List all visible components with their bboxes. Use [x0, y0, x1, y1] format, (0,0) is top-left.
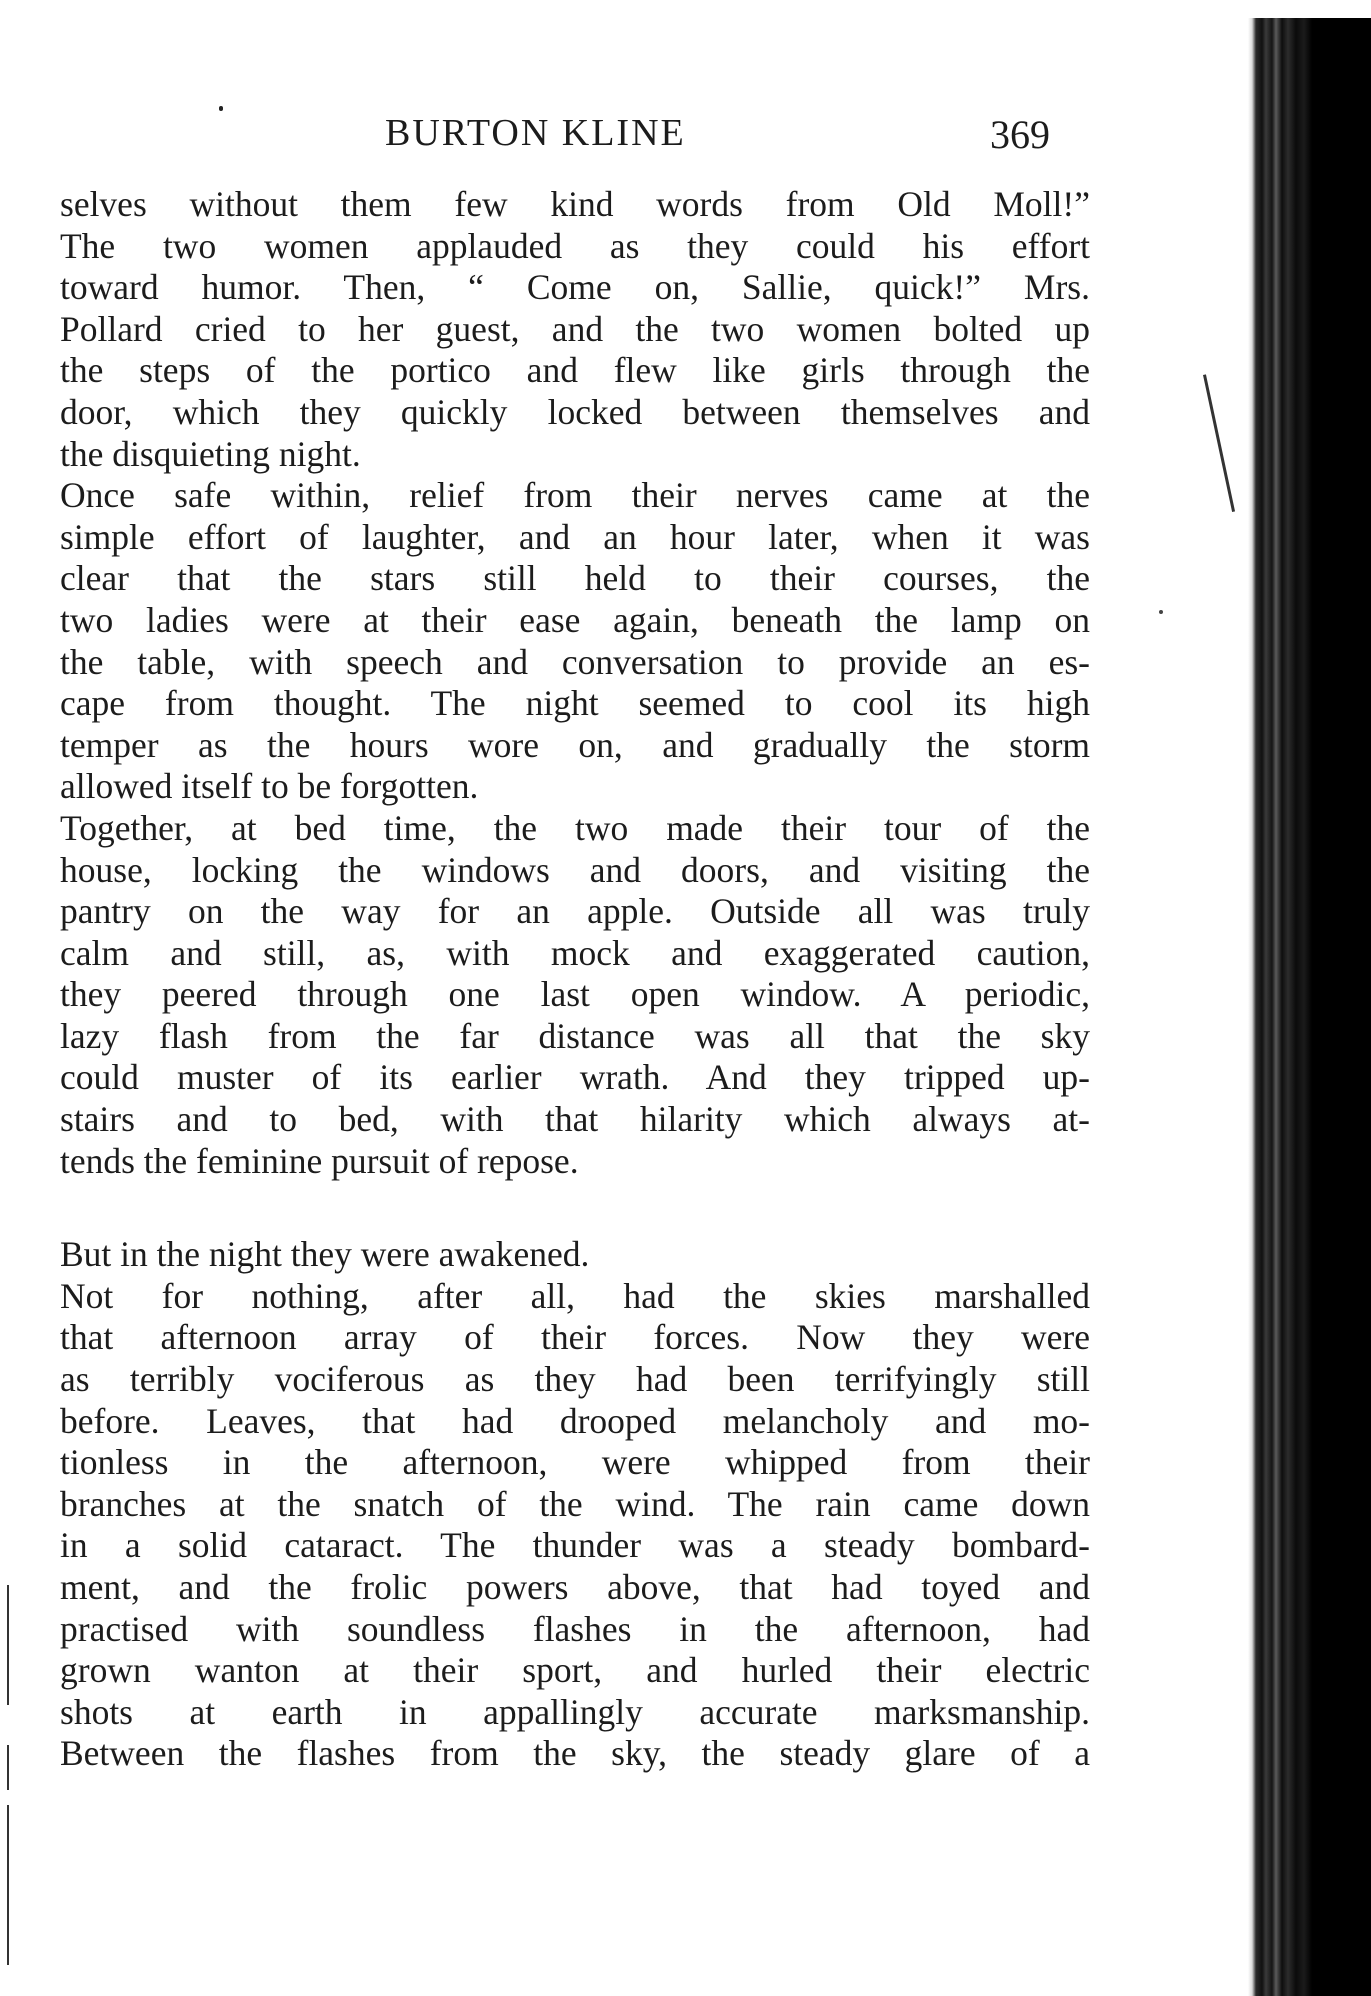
text-line: before. Leaves, that had drooped melancholy and mo-	[60, 1400, 1090, 1441]
text-line: grown wanton at their sport, and hurled their electric	[60, 1650, 1090, 1691]
text-line: selves without them few kind words from Old Moll!”	[60, 184, 1090, 224]
margin-scan-line	[7, 1805, 9, 1965]
text-line: practised with soundless flashes in the afternoon, had	[60, 1608, 1090, 1649]
text-line: the disquieting night.	[60, 433, 361, 474]
text-line: Between the flashes from the sky, the steady glare of a	[60, 1733, 1090, 1774]
text-line: Pollard cried to her guest, and the two women bolted up	[60, 308, 1090, 349]
ink-speck	[1159, 610, 1163, 614]
text-line: that afternoon array of their forces. Now they were	[60, 1317, 1090, 1358]
text-line: Once safe within, relief from their nerves came at the	[60, 475, 1090, 516]
text-line: lazy flash from the far distance was all that the sky	[60, 1015, 1090, 1056]
page-number: 369	[990, 112, 1050, 157]
binding-shadow-streak	[1203, 374, 1235, 512]
text-line: pantry on the way for an apple. Outside all was truly	[60, 891, 1090, 932]
text-line: door, which they quickly locked between themselves and	[60, 391, 1090, 432]
text-line: could muster of its earlier wrath. And they tripped up-	[60, 1057, 1090, 1098]
text-line: Together, at bed time, the two made their tour of the	[60, 807, 1090, 848]
section-break	[60, 1182, 1090, 1234]
text-line: simple effort of laughter, and an hour later, when it was	[60, 516, 1090, 557]
text-line: the steps of the portico and flew like girls through the	[60, 350, 1090, 391]
running-head	[0, 108, 1371, 158]
text-line: temper as the hours wore on, and gradually the storm	[60, 724, 1090, 765]
body-text	[60, 184, 1090, 1775]
text-line: allowed itself to be forgotten.	[60, 766, 479, 807]
text-line: branches at the snatch of the wind. The rain came down	[60, 1483, 1090, 1524]
text-line: Not for nothing, after all, had the skies marshalled	[60, 1275, 1090, 1316]
text-line: But in the night they were awakened.	[60, 1234, 590, 1275]
text-line: tionless in the afternoon, were whipped from their	[60, 1442, 1090, 1483]
text-line: clear that the stars still held to their courses, the	[60, 558, 1090, 599]
margin-scan-line	[7, 1745, 9, 1790]
text-line: they peered through one last open window. A periodic,	[60, 974, 1090, 1015]
text-line: shots at earth in appallingly accurate marksmanship.	[60, 1691, 1090, 1732]
text-line: in a solid cataract. The thunder was a steady bombard-	[60, 1525, 1090, 1566]
margin-scan-line	[7, 1585, 9, 1705]
text-line: tends the feminine pursuit of repose.	[60, 1140, 579, 1181]
text-line: calm and still, as, with mock and exaggerated caution,	[60, 932, 1090, 973]
text-line: two ladies were at their ease again, beneath the lamp on	[60, 599, 1090, 640]
text-line: stairs and to bed, with that hilarity which always at-	[60, 1099, 1090, 1140]
text-line: cape from thought. The night seemed to cool its high	[60, 683, 1090, 724]
text-line: as terribly vociferous as they had been terrifyingly still	[60, 1359, 1090, 1400]
text-line: toward humor. Then, “ Come on, Sallie, quick!” Mrs.	[60, 267, 1090, 308]
text-line: The two women applauded as they could his effort	[60, 225, 1090, 266]
text-line: the table, with speech and conversation to provide an es-	[60, 641, 1090, 682]
text-line: house, locking the windows and doors, and visiting the	[60, 849, 1090, 890]
running-head-title: BURTON KLINE	[385, 112, 686, 154]
text-line: ment, and the frolic powers above, that had toyed and	[60, 1567, 1090, 1607]
book-binding-edge	[1248, 18, 1371, 1996]
